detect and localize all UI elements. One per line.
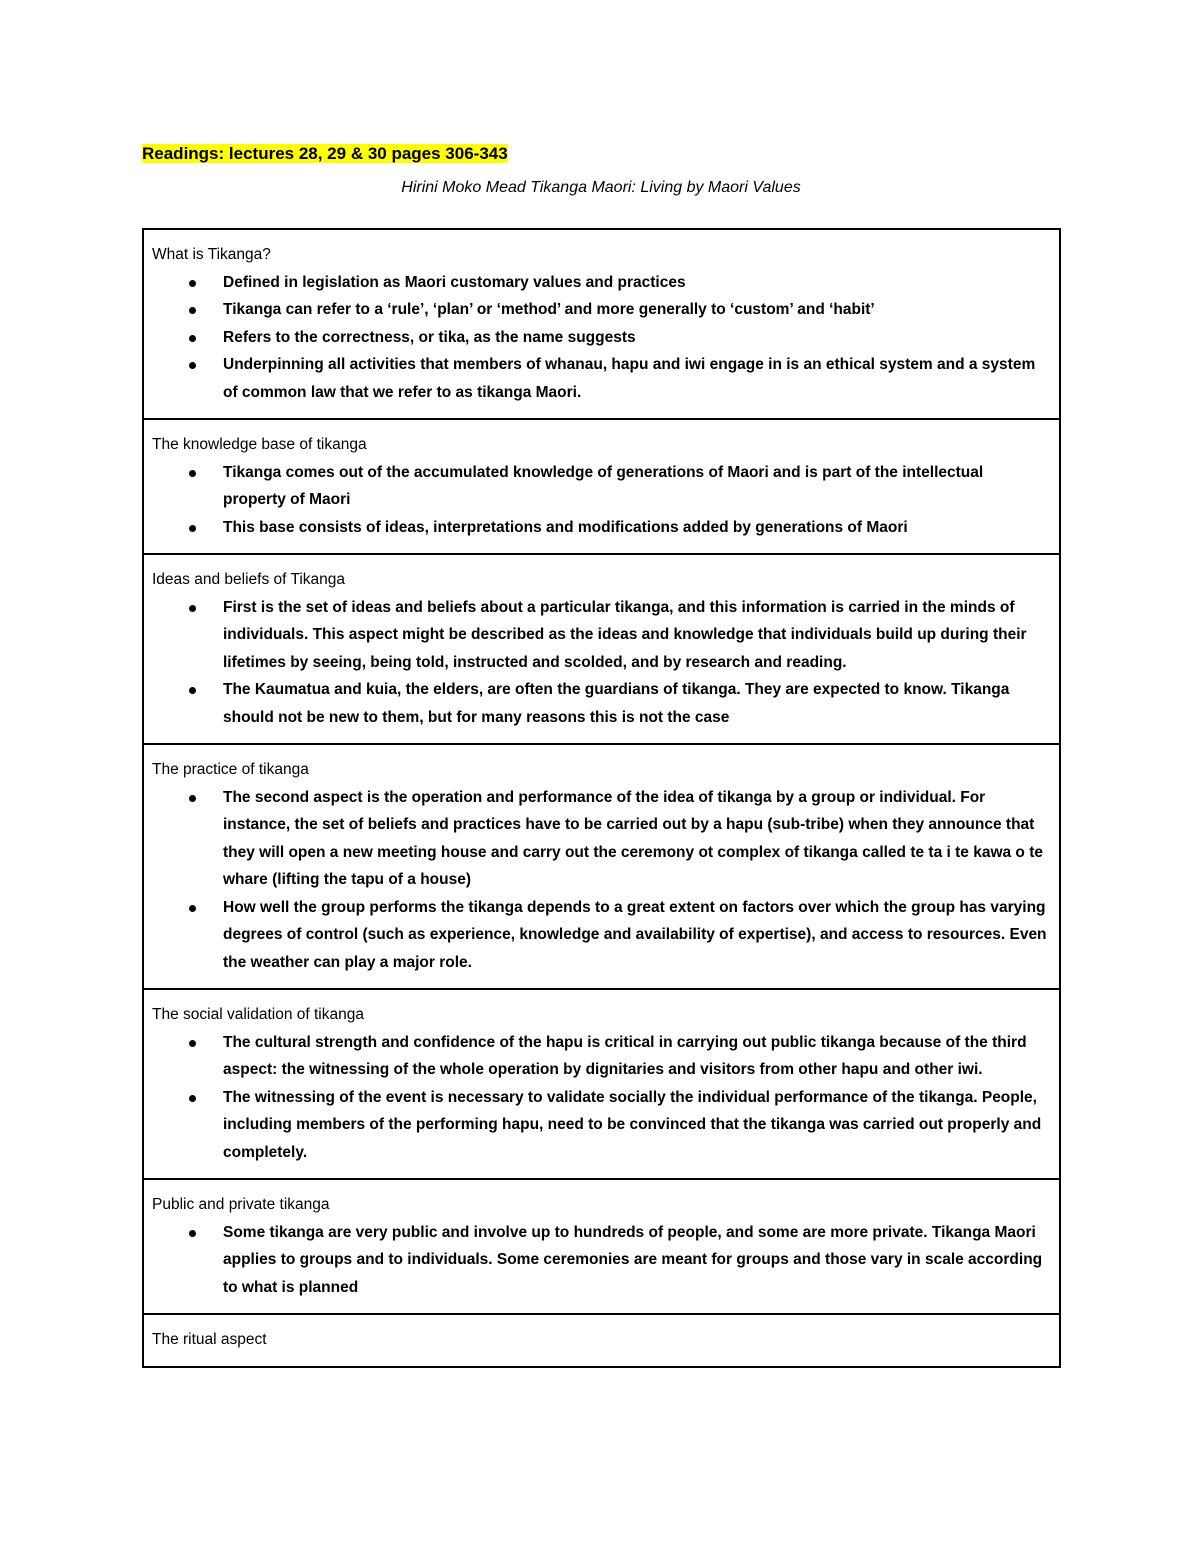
bullet-icon	[189, 525, 196, 532]
bullet-text: Tikanga comes out of the accumulated knowledge of generations of Maori and is part of the intellectual property of Maori	[223, 463, 984, 508]
bullet-icon	[189, 1040, 196, 1047]
bullet-text: How well the group performs the tikanga depends to a great extent on factors over which the group has varying degrees of control (such as experience, knowledge and availability of expertise), and access to resources. Even the weather can play a major role.	[223, 898, 1047, 971]
bullet-list	[152, 784, 1049, 977]
section-heading: Ideas and beliefs of Tikanga	[152, 571, 346, 588]
bullet-text: The second aspect is the operation and performance of the idea of tikanga by a group or individual. For instance, the set of beliefs and practices have to be carried out by a hapu (sub-tribe) when they announce that they will open a new meeting house and carry out the ceremony ot complex of tikanga called te ta i te kawa o te whare (lifting the tapu of a house)	[223, 788, 1043, 888]
bullet-icon	[189, 307, 196, 314]
bullet-text: Some tikanga are very public and involve up to hundreds of people, and some are more private. Tikanga Maori applies to groups and to individuals. Some ceremonies are meant for groups and those vary in scale according to what is planned	[223, 1223, 1043, 1296]
bullet-item	[152, 1029, 1049, 1084]
bullet-icon	[189, 1230, 196, 1237]
bullet-icon	[189, 687, 196, 694]
readings-note	[142, 142, 508, 166]
bullet-item	[152, 296, 1049, 324]
section-social-validation	[144, 990, 1059, 1180]
bullet-icon	[189, 362, 196, 369]
section-knowledge-base	[144, 420, 1059, 555]
bullet-item	[152, 594, 1049, 677]
bullet-icon	[189, 1095, 196, 1102]
bullet-text: This base consists of ideas, interpretations and modifications added by generations of Maori	[223, 518, 908, 536]
bullet-list	[152, 459, 1049, 542]
bullet-list	[152, 1029, 1049, 1167]
bullet-text: First is the set of ideas and beliefs about a particular tikanga, and this information is carried in the minds of individuals. This aspect might be described as the ideas and knowledge that individuals build up during their lifetimes by seeing, being told, instructed and scolded, and by research and reading.	[223, 598, 1027, 671]
bullet-text: Refers to the correctness, or tika, as the name suggests	[223, 328, 636, 346]
section-heading: The knowledge base of tikanga	[152, 436, 367, 453]
bullet-item	[152, 784, 1049, 894]
bullet-text: Defined in legislation as Maori customary values and practices	[223, 273, 686, 291]
bullet-icon	[189, 605, 196, 612]
bullet-text: Tikanga can refer to a ‘rule’, ‘plan’ or ‘method’ and more generally to ‘custom’ and ‘habit’	[223, 301, 875, 318]
readings-highlight: Readings: lectures 28, 29 & 30 pages 306-343	[142, 144, 508, 163]
section-practice	[144, 745, 1059, 990]
section-ideas-and-beliefs	[144, 555, 1059, 745]
bullet-icon	[189, 470, 196, 477]
bullet-item	[152, 894, 1049, 977]
source-title: Hirini Moko Mead Tikanga Maori: Living by Maori Values	[401, 179, 801, 196]
section-heading: What is Tikanga?	[152, 246, 271, 263]
section-what-is-tikanga	[144, 230, 1059, 420]
section-public-private	[144, 1180, 1059, 1315]
bullet-list	[152, 594, 1049, 732]
bullet-item	[152, 676, 1049, 731]
bullet-list	[152, 269, 1049, 407]
bullet-icon	[189, 280, 196, 287]
bullet-item	[152, 269, 1049, 297]
bullet-item	[152, 1084, 1049, 1167]
section-heading: Public and private tikanga	[152, 1196, 330, 1213]
bullet-icon	[189, 795, 196, 802]
bullet-text: The cultural strength and confidence of the hapu is critical in carrying out public tikanga because of the third aspect: the witnessing of the whole operation by dignitaries and visitors from other hapu and other iwi.	[223, 1033, 1027, 1078]
section-heading: The ritual aspect	[152, 1331, 267, 1348]
bullet-item	[152, 514, 1049, 542]
section-heading: The practice of tikanga	[152, 761, 309, 778]
bullet-item	[152, 324, 1049, 352]
bullet-item	[152, 351, 1049, 406]
bullet-text: Underpinning all activities that members of whanau, hapu and iwi engage in is an ethical system and a system of common law that we refer to as tikanga Maori.	[223, 356, 1036, 401]
bullet-item	[152, 1219, 1049, 1302]
bullet-icon	[189, 335, 196, 342]
bullet-icon	[189, 905, 196, 912]
bullet-text: The witnessing of the event is necessary to validate socially the individual performance of the tikanga. People, including members of the performing hapu, need to be convinced that the tikanga was carried out properly and completely.	[223, 1088, 1042, 1161]
section-heading: The social validation of tikanga	[152, 1006, 364, 1023]
notes-table	[142, 228, 1061, 1368]
section-ritual-aspect	[144, 1315, 1059, 1366]
bullet-text: The Kaumatua and kuia, the elders, are often the guardians of tikanga. They are expected to know. Tikanga should not be new to them, but for many reasons this is not the case	[223, 681, 1010, 726]
bullet-item	[152, 459, 1049, 514]
bullet-list	[152, 1219, 1049, 1302]
